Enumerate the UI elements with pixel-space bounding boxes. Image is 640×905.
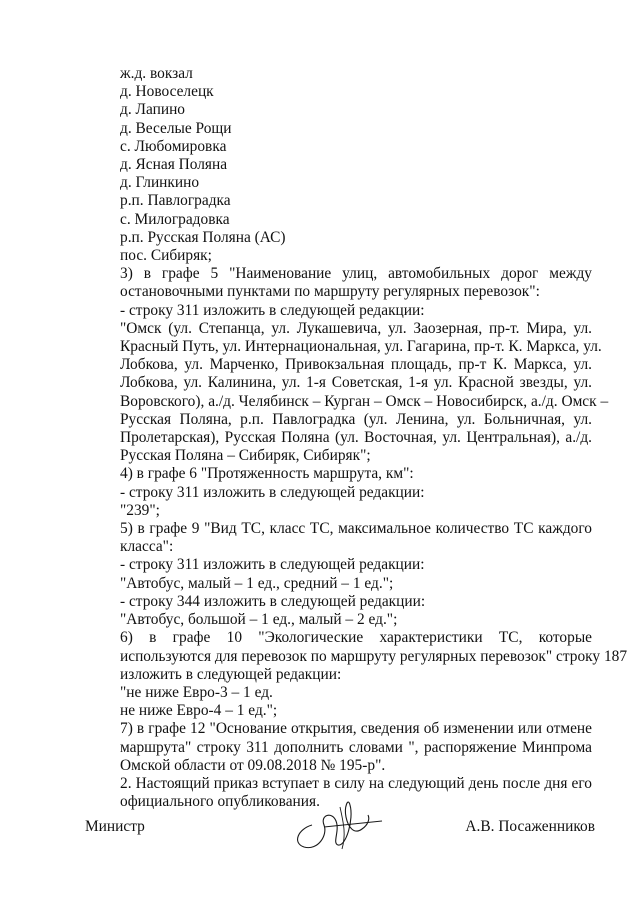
- text-line: 6) в графе 10 "Экологические характеристики ТС, которые: [120, 629, 592, 647]
- text-line: официального опубликования.: [120, 793, 320, 811]
- stop-line: пос. Сибиряк;: [120, 247, 212, 265]
- text-line: 7) в графе 12 "Основание открытия, сведения об изменении или отмене: [120, 720, 592, 738]
- signer-title: Министр: [85, 818, 145, 835]
- stop-line: р.п. Русская Поляна (АС): [120, 228, 286, 246]
- text-line: Лобкова, ул. Марченко, Привокзальная площадь, пр-т К. Маркса, ул.: [120, 356, 592, 374]
- text-line: "Автобус, малый – 1 ед., средний – 1 ед.";: [120, 574, 394, 592]
- stop-line: с. Милоградовка: [120, 210, 230, 228]
- text-line: Русская Поляна – Сибиряк, Сибиряк";: [120, 447, 371, 465]
- stop-line: д. Глинкино: [120, 174, 200, 192]
- text-line: изложить в следующей редакции:: [120, 665, 342, 683]
- signer-name: А.В. Посаженников: [465, 818, 595, 835]
- text-line: - строку 344 изложить в следующей редакции:: [120, 592, 426, 610]
- text-line: Лобкова, ул. Калинина, ул. 1-я Советская, 1-я ул. Красной звезды, ул.: [120, 374, 592, 392]
- text-line: - строку 311 изложить в следующей редакции:: [120, 483, 425, 501]
- text-line: маршрута" строку 311 дополнить словами ", распоряжение Минпрома: [120, 738, 592, 756]
- text-line: 2. Настоящий приказ вступает в силу на следующий день после дня его: [120, 774, 592, 792]
- handwritten-signature: [284, 785, 394, 855]
- text-line: Красный Путь, ул. Интернациональная, ул. Гагарина, пр-т. К. Маркса, ул.: [120, 338, 602, 356]
- text-line: Русская Поляна, р.п. Павлоградка (ул. Ленина, ул. Больничная, ул.: [120, 410, 592, 428]
- text-line: Пролетарская), Русская Поляна (ул. Восточная, ул. Центральная), а./д.: [120, 429, 592, 447]
- text-line: "Автобус, большой – 1 ед., малый – 2 ед.";: [120, 611, 398, 629]
- text-line: "239";: [120, 501, 160, 519]
- stop-line: д. Ясная Поляна: [120, 156, 228, 174]
- text-line: класса":: [120, 538, 174, 556]
- stop-line: с. Любомировка: [120, 137, 227, 155]
- text-line: - строку 311 изложить в следующей редакции:: [120, 556, 425, 574]
- text-line: используются для перевозок по маршруту регулярных перевозок" строку 187: [120, 647, 628, 665]
- text-line: 4) в графе 6 "Протяженность маршрута, км":: [120, 465, 414, 483]
- text-line: "Омск (ул. Степанца, ул. Лукашевича, ул. Заозерная, пр-т. Мира, ул.: [120, 319, 592, 337]
- text-line: 5) в графе 9 "Вид ТС, класс ТС, максимальное количество ТС каждого: [120, 520, 592, 538]
- text-line: Воровского), а./д. Челябинск – Курган – Омск – Новосибирск, а./д. Омск –: [120, 392, 609, 410]
- text-line: Омской области от 09.08.2018 № 195-р".: [120, 756, 386, 774]
- text-line: "не ниже Евро-3 – 1 ед.: [120, 683, 273, 701]
- stop-line: ж.д. вокзал: [120, 65, 193, 82]
- text-line: остановочными пунктами по маршруту регулярных перевозок":: [120, 283, 540, 301]
- text-line: 3) в графе 5 "Наименование улиц, автомобильных дорог между: [120, 265, 592, 283]
- stop-line: д. Лапино: [120, 101, 185, 119]
- stop-line: д. Новоселецк: [120, 83, 214, 101]
- stop-line: д. Веселые Рощи: [120, 119, 232, 137]
- stop-line: р.п. Павлоградка: [120, 192, 231, 210]
- text-line: не ниже Евро-4 – 1 ед.";: [120, 702, 278, 720]
- text-line: - строку 311 изложить в следующей редакции:: [120, 301, 425, 319]
- document-body: [120, 65, 628, 811]
